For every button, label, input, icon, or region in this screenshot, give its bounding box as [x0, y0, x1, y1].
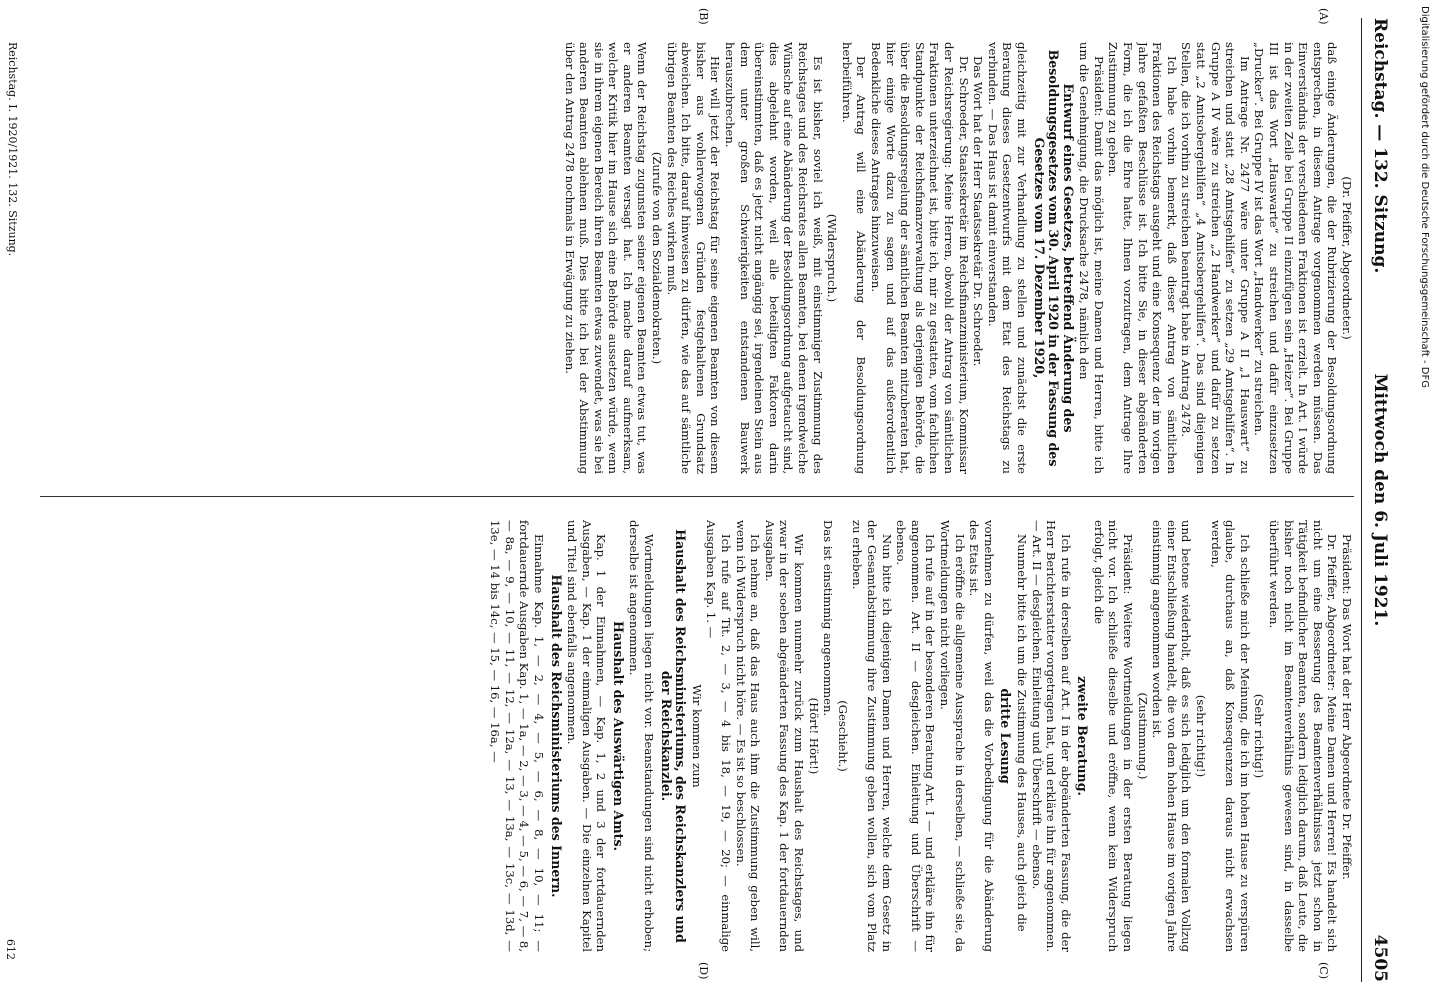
paragraph: Wir kommen zum — [689, 684, 704, 788]
paragraph: Wenn der Reichstag zugunsten seiner eigenen Beamten etwas tut, was er anderen Beamten versagt hat. Ich mache darauf aufmerksam, welcher Kritik hier im Hause sich eine Behörde aussetzen würde, wenn sie in ihrem eigenen Bereich ihren Beamten etwas zuwendet, was sie bei anderen Beamten ablehnen muß. Dies bitte ich bei der Abstimmung über den Antrag 2478 nochmals in Erwägung zu ziehen. — [562, 42, 650, 474]
paragraph: Präsident: Das Wort hat der Herr Abgeordnete Dr. Pfeiffer. — [1340, 534, 1354, 880]
section-heading: dritte Lesung — [998, 688, 1014, 784]
footer-reference: Reichstag. I. 1920/1921. 132. Sitzung. — [6, 42, 19, 257]
section-heading: Haushalt des Reichsministeriums des Innern. — [548, 574, 564, 898]
interjection: (Widerspruch.) — [825, 213, 840, 303]
paragraph: daß einige Änderungen, die der Rubrizierung der Besoldungsordnung entsprechen, in diesem Antrage vorgenommen werden müssen. Das Einverständnis der verschiedenen Fraktionen ist erzielt. In Art. I würde in der zweiten Zeile bei Gruppe II einzufügen sein „Heizer“. Bei Gruppe III ist das Wort „Hauswarte“ zu streichen und dafür einzusetzen „Drucker“. Bei Gruppe IV ist das Wort „Handwerker“ zu streichen. — [1252, 42, 1340, 474]
header-rule — [1361, 18, 1362, 982]
paragraph: Präsident: Damit das möglich ist, meine Damen und Herren, bitte ich um die Genehmigung, die Drucksache 2478, nämlich den — [1077, 42, 1106, 474]
margin-mark-c: (C) — [1317, 962, 1330, 979]
paragraph: gleichzeitig mit zur Verhandlung zu stellen und zunächst die erste Beratung dieses Gesetzentwurfs mit dem Etat des Reichstags zu verbinden. — Das Haus ist damit einverstanden. — [985, 42, 1029, 474]
paragraph: Ich rufe in derselben auf Art. I in der abgeänderten Fassung, die der Herr Berichterstatter vorgetragen hat, und erkläre ihn für angenommen. — Art. II — desgleichen. Einleitung und Überschrift — ebenso. — [1029, 520, 1073, 952]
footer-page-number: 612 — [4, 939, 17, 960]
interjection: (Zurufe von den Sozialdemokraten.) — [650, 151, 665, 365]
section-heading: Haushalt des Auswärtigen Amts. — [610, 621, 626, 851]
paragraph: Hier will jetzt der Reichstag für seine eigenen Beamten von diesem bisher aus wohlerwogenen Gründen festgehaltenen Grundsatz abweichen. Ich bitte, darauf hinweisen zu dürfen, wie das auf sämtliche übrigen Beamten des Reiches wirken muß. — [664, 42, 723, 474]
paragraph: Wir kommen nunmehr zurück zum Haushalt des Reichstages, und zwar in der soeben abgeänderten Fassung des Kap. 1 der fortdauernden Ausgaben. — [762, 520, 807, 952]
paragraph: Ich rufe auf in der besonderen Beratung Art. I — und erkläre ihn für angenommen. Art. II — desgleichen. Einleitung und Überschrift — ebenso. — [894, 520, 938, 952]
paragraph: Es ist bisher, soviel ich weiß, mit einstimmiger Zustimmung des Reichstages und des Reichsrates allen Beamten, bei denen irgendwelche Wünsche auf eine Abänderung der Besoldungsordnung aufgetaucht sind, dies abgelehnt worden, weil alle beteiligten Faktoren darin übereinstimmten, daß es jetzt nicht angängig sei, irgendeinen Stein aus dem unter großen Schwierigkeiten entstandenen Bauwerk herauszubrechen. — [723, 42, 825, 474]
margin-mark-a: (A) — [1317, 8, 1330, 25]
interjection: (Zustimmung.) — [1135, 692, 1150, 780]
speaker-note: (Dr. Pfeiffer, Abgeordneter.) — [1340, 176, 1354, 340]
right-column — [24, 520, 1354, 952]
paragraph: Der Antrag will eine Abänderung der Besoldungsordnung herbeiführen. — [839, 42, 869, 474]
paragraph: Nun bitte ich diejenigen Damen und Herren, welche dem Gesetz in der Gesamtabstimmung ihre Zustimmung geben wollen, sich vom Platz zu erheben. — [850, 520, 894, 952]
header-date: Mittwoch den 6. Juli 1921. — [1370, 373, 1390, 627]
left-column — [24, 42, 1354, 474]
column-divider — [40, 496, 1354, 497]
paragraph: vornehmen zu dürfen, weil das die Vorbedingung für die Abänderung des Etats ist. — [967, 520, 996, 952]
paragraph: Ich habe vorhin bemerkt, daß dieser Antrag von sämtlichen Fraktionen des Reichstags ausgeht und eine Konsequenz der im vorigen Jahre gefaßten Beschlüsse ist. Ich bitte Sie, in dieser abgeänderten Form, die ich die Ehre hatte, Ihnen vorzutragen, dem Antrage Ihre Zustimmung zu geben. — [1106, 42, 1179, 474]
paragraph: Im Antrage Nr. 2477 wäre unter Gruppe A II „1 Hauswart“ zu streichen und statt „28 Amtsgehilfen“ zu setzen „29 Amtsgehilfen“. In Gruppe A IV wäre zu streichen „2 Handwerker“ und dafür zu setzen statt „2 Amtsobergehilfen“ „4 Amtsobergehilfen“. Das sind diejenigen Stellen, die ich vorhin zu streichen beantragt habe in Antrag 2478. — [1179, 42, 1252, 474]
paragraph: Dr. Pfeiffer, Abgeordneter: Meine Damen und Herren! Es handelt sich nicht um eine Besserung des Beamtenverhältnisses jetzt schon in Tätigkeit befindlicher Beamten, sondern lediglich darum, daß Leute, die bisher noch nicht im Beamtenverhältnis gewesen sind, in dasselbe überführt werden. — [1267, 520, 1340, 952]
page-header — [1364, 18, 1394, 982]
paragraph: Ich rufe auf Tit. 2, — 3, — 4 bis 18, — 19, — 20; — einmalige Ausgaben Kap. 1. — — [704, 520, 734, 952]
paragraph: Das ist einstimmig angenommen. — [821, 520, 836, 717]
margin-mark-b: (B) — [697, 8, 710, 25]
paragraph: Ich eröffne die allgemeine Aussprache in derselben, — schließe sie, da Wortmeldungen nicht vorliegen. — [937, 520, 967, 952]
paragraph: Kap. 1 der Einnahmen, — Kap. 1, 2 und 3 der fortdauernden Ausgaben, — Kap. 1 der einmaligen Ausgaben. — Die einzelnen Kapitel und Titel sind ebenfalls angenommen. — [565, 520, 609, 952]
paragraph: Ich nehme an, daß das Haus auch ihm die Zustimmung geben will, wenn ich Widerspruch nicht höre. — Es ist so beschlossen. — [733, 520, 763, 952]
header-session: Reichstag. — 132. Sitzung. — [1370, 18, 1390, 274]
paragraph: Einnahme Kap. 1, — 2, — 4, — 5, — 6, — 8, — 10, — 11; — fortdauernde Ausgaben Kap. 1, — 1a, — 2, — 3, — 4, — 5, — 6, — 7, — 8, — 8a, — 9, — 10, — 11, — 12, — 12a, — 13, — 13a, — 13c, — 13d, — 13e, — 14 bis 14c, — 15, — 16, — 16a, — — [488, 520, 546, 952]
digitization-credit — [1418, 6, 1432, 994]
interjection: (Geschieht.) — [835, 700, 850, 772]
credit-text: Digitalisierung gefördert durch die Deutsche Forschungsgemeinschaft - DFG — [1419, 6, 1430, 389]
paragraph: Wortmeldungen liegen nicht vor. Beanstandungen sind nicht erhoben; derselbe ist angenommen. — [627, 520, 657, 952]
margin-mark-d: (D) — [697, 962, 710, 980]
paragraph: Nunmehr bitte ich um die Zustimmung des Hauses, auch gleich die — [1014, 534, 1029, 932]
paragraph: Präsident: Weitere Wortmeldungen in der ersten Beratung liegen nicht vor. Ich schließe dieselbe und eröffne, wenn kein Widerspruch erfolgt, gleich die — [1091, 520, 1136, 952]
paragraph: Das Wort hat der Herr Staatssekretär Dr. Schroeder. — [971, 56, 986, 367]
paragraph: Ich schließe mich der Meinung, die ich im hohen Hause zu verspüren glaube, durchaus an, daß Konsequenzen daraus nicht erwachsen werden, — [1208, 520, 1252, 952]
section-heading: Haushalt des Reichsministeriums, des Reichskanzlers und der Reichskanzlei. — [658, 529, 689, 943]
bill-title: Entwurf eines Gesetzes, betreffend Änderung des Besoldungsgesetzes vom 30. April 1920 in der Fassung des Gesetzes vom 17. Dezember 1920, — [1031, 49, 1076, 467]
interjection: (Sehr richtig!) — [1252, 693, 1267, 779]
section-heading: zweite Beratung. — [1075, 676, 1091, 796]
interjection: (sehr richtig!) — [1194, 694, 1209, 778]
paragraph: und betone wiederholt, daß es sich lediglich um den formalen Vollzug einer Entschließung handelt, die von dem hohen Hause im vorigen Jahre einstimmig angenommen worden ist. — [1150, 520, 1194, 952]
paragraph: Dr. Schroeder, Staatssekretär im Reichsfinanzministerium, Kommissar der Reichsregierung: Meine Herren, obwohl der Antrag von sämtlichen Fraktionen unterzeichnet ist, bitte ich, mir zu gestatten, vom fachlichen Standpunkte der Reichsfinanzverwaltung als derjenigen Behörde, die über die Besoldungsregelung der sämtlichen Beamten mitzuberaten hat, hier einige Worte dazu zu sagen und auf das außerordentlich Bedenkliche dieses Antrages hinzuweisen. — [869, 42, 971, 474]
interjection: (Hört! Hört!) — [806, 697, 821, 775]
header-page-number: 4505 — [1370, 934, 1390, 982]
